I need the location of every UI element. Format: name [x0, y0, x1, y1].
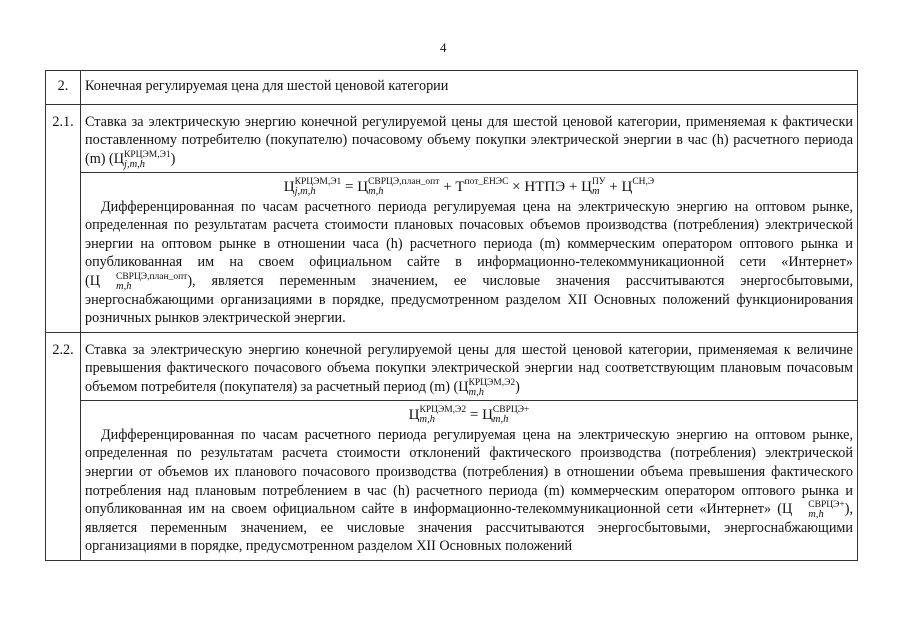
row-number: 2. — [46, 71, 81, 105]
rate-formula-cell — [81, 400, 858, 560]
table-row — [46, 172, 858, 332]
rate-definition: Дифференцированная по часам расчетного периода регулируемая цена на электрическую энергию на оптовом рынке, определенная по результатам расчета стоимости отклонений фактического производства (потребления) электрической энергии от объемов их планового почасового производства (потребления) в отношении объема превышения фактического потребления над плановым потреблением в час (h) расчетного периода (m) коммерческим оператором оптового рынка и опубликованная им на своем официальном сайте в информационно-телекоммуникационной сети «Интернет» (Ц СВРЦЭ+ m,h ), является переменным значением, ее числовые значения рассчитываются энергосбытовыми, энергоснабжающими организациями в порядке, предусмотренном разделом XII Основных положений — [85, 426, 853, 555]
table-row — [46, 71, 858, 105]
rate-definition: Дифференцированная по часам расчетного периода регулируемая цена на электрическую энергию на оптовом рынке, определенная по результатам расчета стоимости плановых почасовых объемов производства (потребления) электрической энергии на оптовом рынке в отношении часа (h) расчетного периода (m) коммерческим оператором оптового рынка и опубликованная им на своем официальном сайте в информационно-телекоммуникационной сети «Интернет» (Ц СВРЦЭ,план_опт m,h ), является переменным значением, ее числовые значения рассчитываются энергосбытовыми, энергоснабжающими организациями в порядке, предусмотренном разделом XII Основных положений функционирования розничных рынков электрической энергии. — [85, 198, 853, 327]
rate-symbol: (Ц КРЦЭМ,Э1 j,m,h ) — [109, 149, 176, 170]
price-table — [45, 70, 858, 561]
rate-description-text: Ставка за электрическую энергию конечной регулируемой цены для шестой ценовой категории, применяемая к фактически поставленному потребителю (покупателю) почасовому объему покупки электрической энергии в час (h) расчетного периода (m) — [85, 113, 853, 167]
rate-symbol: (Ц КРЦЭМ,Э2 m,h ) — [453, 377, 520, 398]
rate-formula: Ц КРЦЭМ,Э1 j,m,h = Ц СВРЦЭ,план_опт m,h + Т пот_ЕНЭС × НТПЭ + Ц ПУ m + Ц СН,Э — [283, 177, 655, 198]
table-row — [46, 332, 858, 400]
row-number: 2.1. — [46, 104, 81, 332]
rate-formula: Ц КРЦЭМ,Э2 m,h = Ц СВРЦЭ+ m,h — [408, 405, 530, 426]
rate-description — [81, 104, 858, 172]
rate-description — [81, 332, 858, 400]
table-row — [46, 104, 858, 172]
rate-formula-cell — [81, 172, 858, 332]
row-number: 2.2. — [46, 332, 81, 560]
table-row — [46, 400, 858, 560]
rate-description-text: Ставка за электрическую энергию конечной регулируемой цены для шестой ценовой категории, применяемая к величине превышения фактического почасового объема покупки электрической энергии над соответствующим плановым почасовым объемом потребителя (покупателя) за расчетный период (m) — [85, 341, 853, 395]
page-number: 4 — [440, 40, 447, 55]
section-title: Конечная регулируемая цена для шестой ценовой категории — [81, 71, 858, 105]
